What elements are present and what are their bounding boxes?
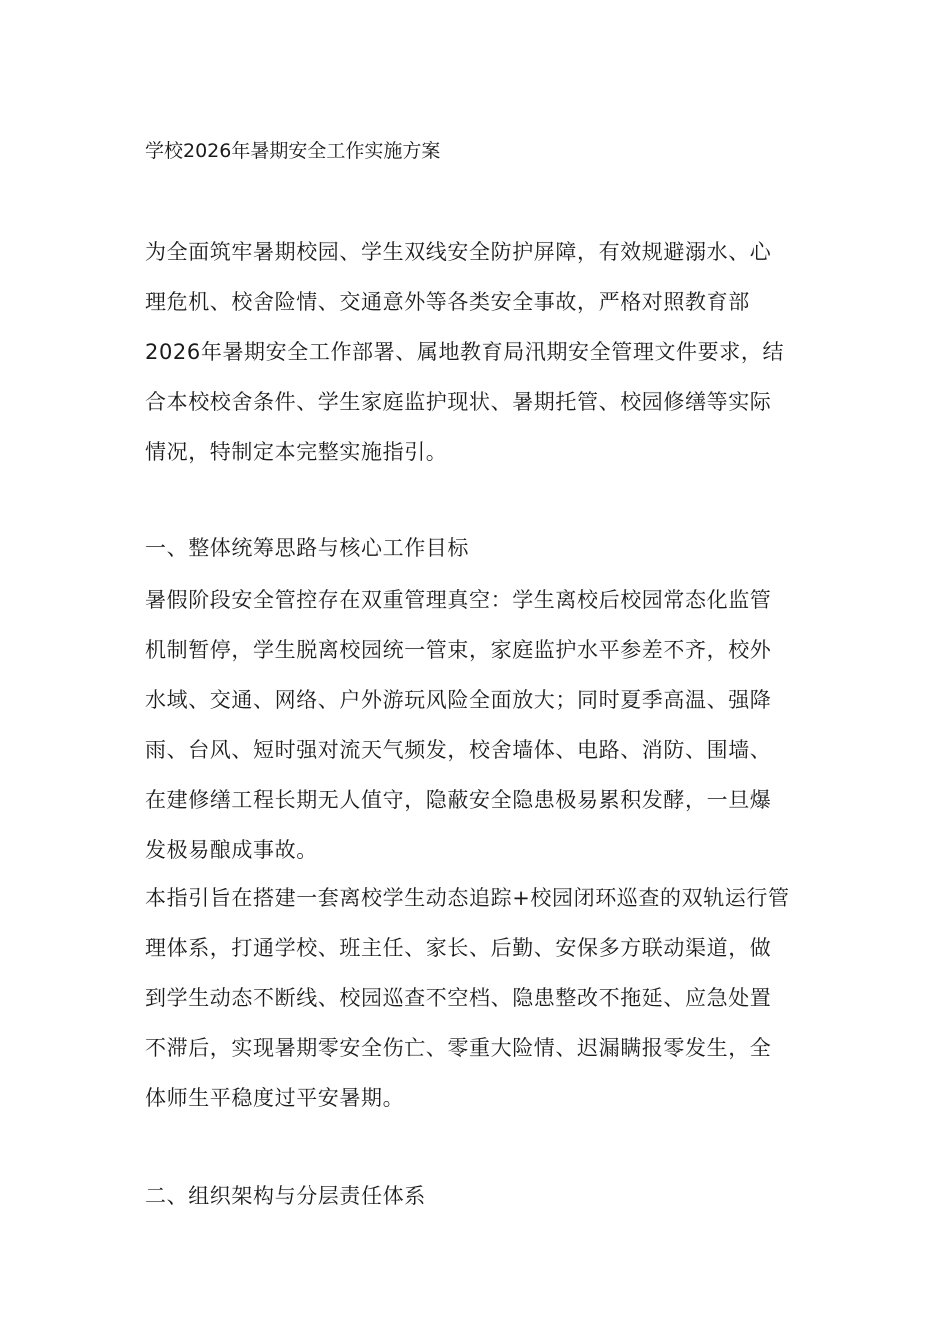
paragraph-line: 体师生平稳度过平安暑期。 — [145, 1086, 405, 1110]
paragraph-line: 在建修缮工程长期无人值守，隐蔽安全隐患极易累积发酵，一旦爆 — [145, 788, 772, 812]
paragraph-line: 本指引旨在搭建一套离校学生动态追踪+校园闭环巡查的双轨运行管 — [145, 886, 790, 910]
paragraph-line: 理危机、校舍险情、交通意外等各类安全事故，严格对照教育部 — [145, 290, 750, 314]
section-heading: 二、组织架构与分层责任体系 — [145, 1184, 426, 1208]
paragraph-line: 到学生动态不断线、校园巡查不空档、隐患整改不拖延、应急处置 — [145, 986, 772, 1010]
section-paragraph — [145, 873, 805, 1123]
paragraph-line: 机制暂停，学生脱离校园统一管束，家庭监护水平参差不齐，校外 — [145, 638, 772, 662]
section-heading: 一、整体统筹思路与核心工作目标 — [145, 536, 469, 560]
document-title: 学校2026年暑期安全工作实施方案 — [145, 140, 441, 162]
paragraph-line: 不滞后，实现暑期零安全伤亡、零重大险情、迟漏瞒报零发生，全 — [145, 1036, 772, 1060]
paragraph-line: 雨、台风、短时强对流天气频发，校舍墙体、电路、消防、围墙、 — [145, 738, 772, 762]
paragraph-line: 情况，特制定本完整实施指引。 — [145, 440, 448, 464]
paragraph-line: 合本校校舍条件、学生家庭监护现状、暑期托管、校园修缮等实际 — [145, 390, 772, 414]
paragraph-line: 暑假阶段安全管控存在双重管理真空：学生离校后校园常态化监管 — [145, 588, 772, 612]
paragraph-line: 发极易酿成事故。 — [145, 838, 318, 862]
paragraph-line: 2026年暑期安全工作部署、属地教育局汛期安全管理文件要求，结 — [145, 340, 785, 364]
paragraph-line: 为全面筑牢暑期校园、学生双线安全防护屏障，有效规避溺水、心 — [145, 240, 772, 264]
paragraph-line: 水域、交通、网络、户外游玩风险全面放大；同时夏季高温、强降 — [145, 688, 772, 712]
intro-paragraph — [145, 227, 805, 477]
section-paragraph — [145, 575, 805, 875]
paragraph-line: 理体系，打通学校、班主任、家长、后勤、安保多方联动渠道，做 — [145, 936, 772, 960]
